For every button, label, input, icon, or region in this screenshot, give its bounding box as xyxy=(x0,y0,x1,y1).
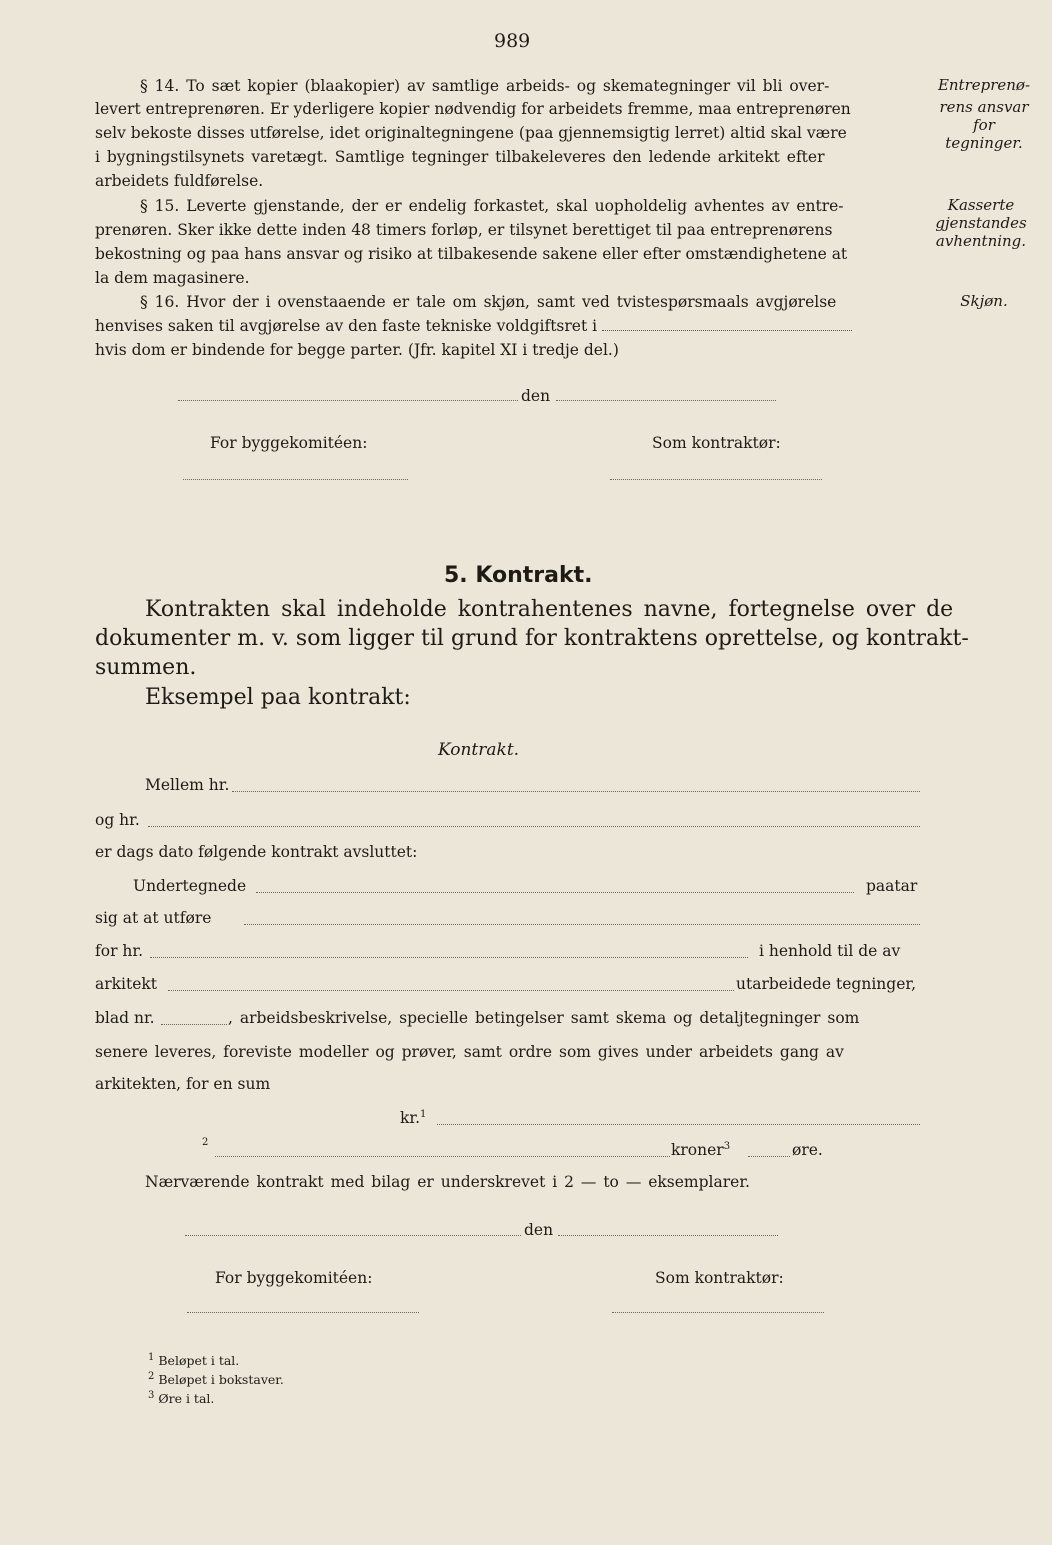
p16-line-1: § 16. Hvor der i ovenstaaende er tale om skjøn, samt ved tvistespørsmaals avgjørelse xyxy=(140,293,837,311)
kontrakt-intro-1: Kontrakten skal indeholde kontrahentenes navne, fortegnelse over de xyxy=(145,597,954,622)
kroner-text: kroner xyxy=(671,1141,724,1159)
signature1-date-line xyxy=(556,399,776,401)
senere-line: senere leveres, foreviste modeller og prøver, samt ordre som gives under arbeidets gang av xyxy=(95,1043,844,1061)
margin-note-15-l2: gjenstandes xyxy=(935,214,1027,232)
signature2-left-line xyxy=(187,1311,419,1313)
kr-line xyxy=(437,1123,920,1125)
blank-voldgiftsret xyxy=(602,318,852,331)
margin-note-14-l3: for xyxy=(973,116,995,134)
naervaerende-line: Nærværende kontrakt med bilag er underskrevet i 2 — to — eksemplarer. xyxy=(145,1173,750,1191)
footnote-2 xyxy=(148,1370,284,1389)
section-heading: 5. Kontrakt. xyxy=(444,563,593,588)
footnote-3 xyxy=(148,1389,214,1408)
margin-note-14-l1: Entreprenø- xyxy=(937,76,1031,94)
p14-line-5: arbeidets fuldførelse. xyxy=(95,172,264,190)
p14-line-3: selv bekoste disses utførelse, idet originaltegningene (paa gjennemsigtig lerret) altid skal være xyxy=(95,124,847,142)
arkitekt-line xyxy=(168,989,734,991)
signature2-right-label: Som kontraktør: xyxy=(655,1269,784,1287)
margin-note-14-l2: rens ansvar xyxy=(939,98,1029,116)
undertegnede-label: Undertegnede xyxy=(133,877,247,895)
footnote-1-text: Beløpet i tal. xyxy=(158,1353,240,1368)
utarbeidede-label: utarbeidede tegninger, xyxy=(736,975,917,993)
ore-label: øre. xyxy=(792,1141,823,1159)
signature1-place-line xyxy=(178,399,518,401)
undertegnede-line xyxy=(256,891,854,893)
i-henhold-label: i henhold til de av xyxy=(759,942,901,960)
signature1-den: den xyxy=(521,387,551,405)
margin-note-16 xyxy=(928,292,1040,310)
sig-at-line xyxy=(244,923,920,925)
signature1-right-label: Som kontraktør: xyxy=(652,434,781,452)
kroner-label xyxy=(671,1138,730,1162)
footnote-2-mark: 2 xyxy=(148,1370,155,1382)
blad-nr-line xyxy=(161,1023,227,1025)
kr-label xyxy=(400,1106,426,1130)
p15-line-4: la dem magasinere. xyxy=(95,269,250,287)
words-footnote-mark: 2 xyxy=(202,1136,209,1148)
signature2-date-line xyxy=(558,1234,778,1236)
for-hr-line xyxy=(150,956,748,958)
og-line xyxy=(148,825,920,827)
margin-note-15 xyxy=(922,196,1040,250)
sum-words-mark xyxy=(202,1134,208,1158)
mellem-label: Mellem hr. xyxy=(145,776,230,794)
blad-nr-label: blad nr. xyxy=(95,1009,155,1027)
p16-line-2-text: henvises saken til avgjørelse av den faste tekniske voldgiftsret i xyxy=(95,317,598,335)
for-hr-label: for hr. xyxy=(95,942,144,960)
kontrakt-example-label: Eksempel paa kontrakt: xyxy=(145,685,411,710)
margin-note-14 xyxy=(928,76,1040,152)
margin-note-15-l1: Kasserte xyxy=(947,196,1015,214)
mellem-line xyxy=(232,790,920,792)
arkitekten-line: arkitekten, for en sum xyxy=(95,1075,271,1093)
og-label: og hr. xyxy=(95,811,140,829)
margin-note-16-l1: Skjøn. xyxy=(960,292,1008,310)
p15-line-1: § 15. Leverte gjenstande, der er endelig forkastet, skal uopholdelig avhentes av entre- xyxy=(140,197,844,215)
footnote-3-mark: 3 xyxy=(148,1389,155,1401)
sum-words-line xyxy=(215,1155,670,1157)
kr-text: kr. xyxy=(400,1109,421,1127)
form-title: Kontrakt. xyxy=(438,740,520,760)
er-dags-line: er dags dato følgende kontrakt avsluttet: xyxy=(95,843,418,861)
p16-line-2 xyxy=(95,314,852,338)
blad-rest-text: , arbeidsbeskrivelse, specielle betingelser samt skema og detaljtegninger som xyxy=(228,1009,860,1027)
signature2-right-line xyxy=(612,1311,824,1313)
arkitekt-label: arkitekt xyxy=(95,975,158,993)
kr-footnote-mark: 1 xyxy=(420,1108,427,1120)
signature2-left-label: For byggekomitéen: xyxy=(215,1269,373,1287)
signature2-den: den xyxy=(524,1221,554,1239)
p15-line-2: prenøren. Sker ikke dette inden 48 timers forløp, er tilsynet berettiget til paa entreprenørens xyxy=(95,221,833,239)
signature1-right-line xyxy=(610,478,822,480)
sig-at-label: sig at at utføre xyxy=(95,909,212,927)
footnote-1-mark: 1 xyxy=(148,1351,155,1363)
paatar-label: paatar xyxy=(866,877,918,895)
kontrakt-intro-2: dokumenter m. v. som ligger til grund for kontraktens oprettelse, og kontrakt- xyxy=(95,626,969,651)
ore-footnote-mark: 3 xyxy=(723,1140,731,1152)
kontrakt-intro-3: summen. xyxy=(95,655,197,680)
signature1-left-line xyxy=(183,478,408,480)
signature2-place-line xyxy=(185,1234,521,1236)
p16-line-3: hvis dom er bindende for begge parter. (Jfr. kapitel XI i tredje del.) xyxy=(95,341,619,359)
margin-note-15-l3: avhentning. xyxy=(935,232,1027,250)
p15-line-3: bekostning og paa hans ansvar og risiko at tilbakesende sakene eller efter omstændighetene at xyxy=(95,245,848,263)
p14-line-1: § 14. To sæt kopier (blaakopier) av samtlige arbeids- og skemategninger vil bli over- xyxy=(140,77,830,95)
footnote-3-text: Øre i tal. xyxy=(158,1391,215,1406)
footnote-1 xyxy=(148,1351,239,1370)
margin-note-14-l4: tegninger. xyxy=(945,134,1023,152)
footnote-2-text: Beløpet i bokstaver. xyxy=(158,1372,284,1387)
signature1-left-label: For byggekomitéen: xyxy=(210,434,368,452)
ore-line xyxy=(748,1155,790,1157)
page-number: 989 xyxy=(494,30,531,52)
p14-line-4: i bygningstilsynets varetægt. Samtlige tegninger tilbakeleveres den ledende arkitekt efter xyxy=(95,148,825,166)
p14-line-2: levert entreprenøren. Er yderligere kopier nødvendig for arbeidets fremme, maa entreprenøren xyxy=(95,100,851,118)
